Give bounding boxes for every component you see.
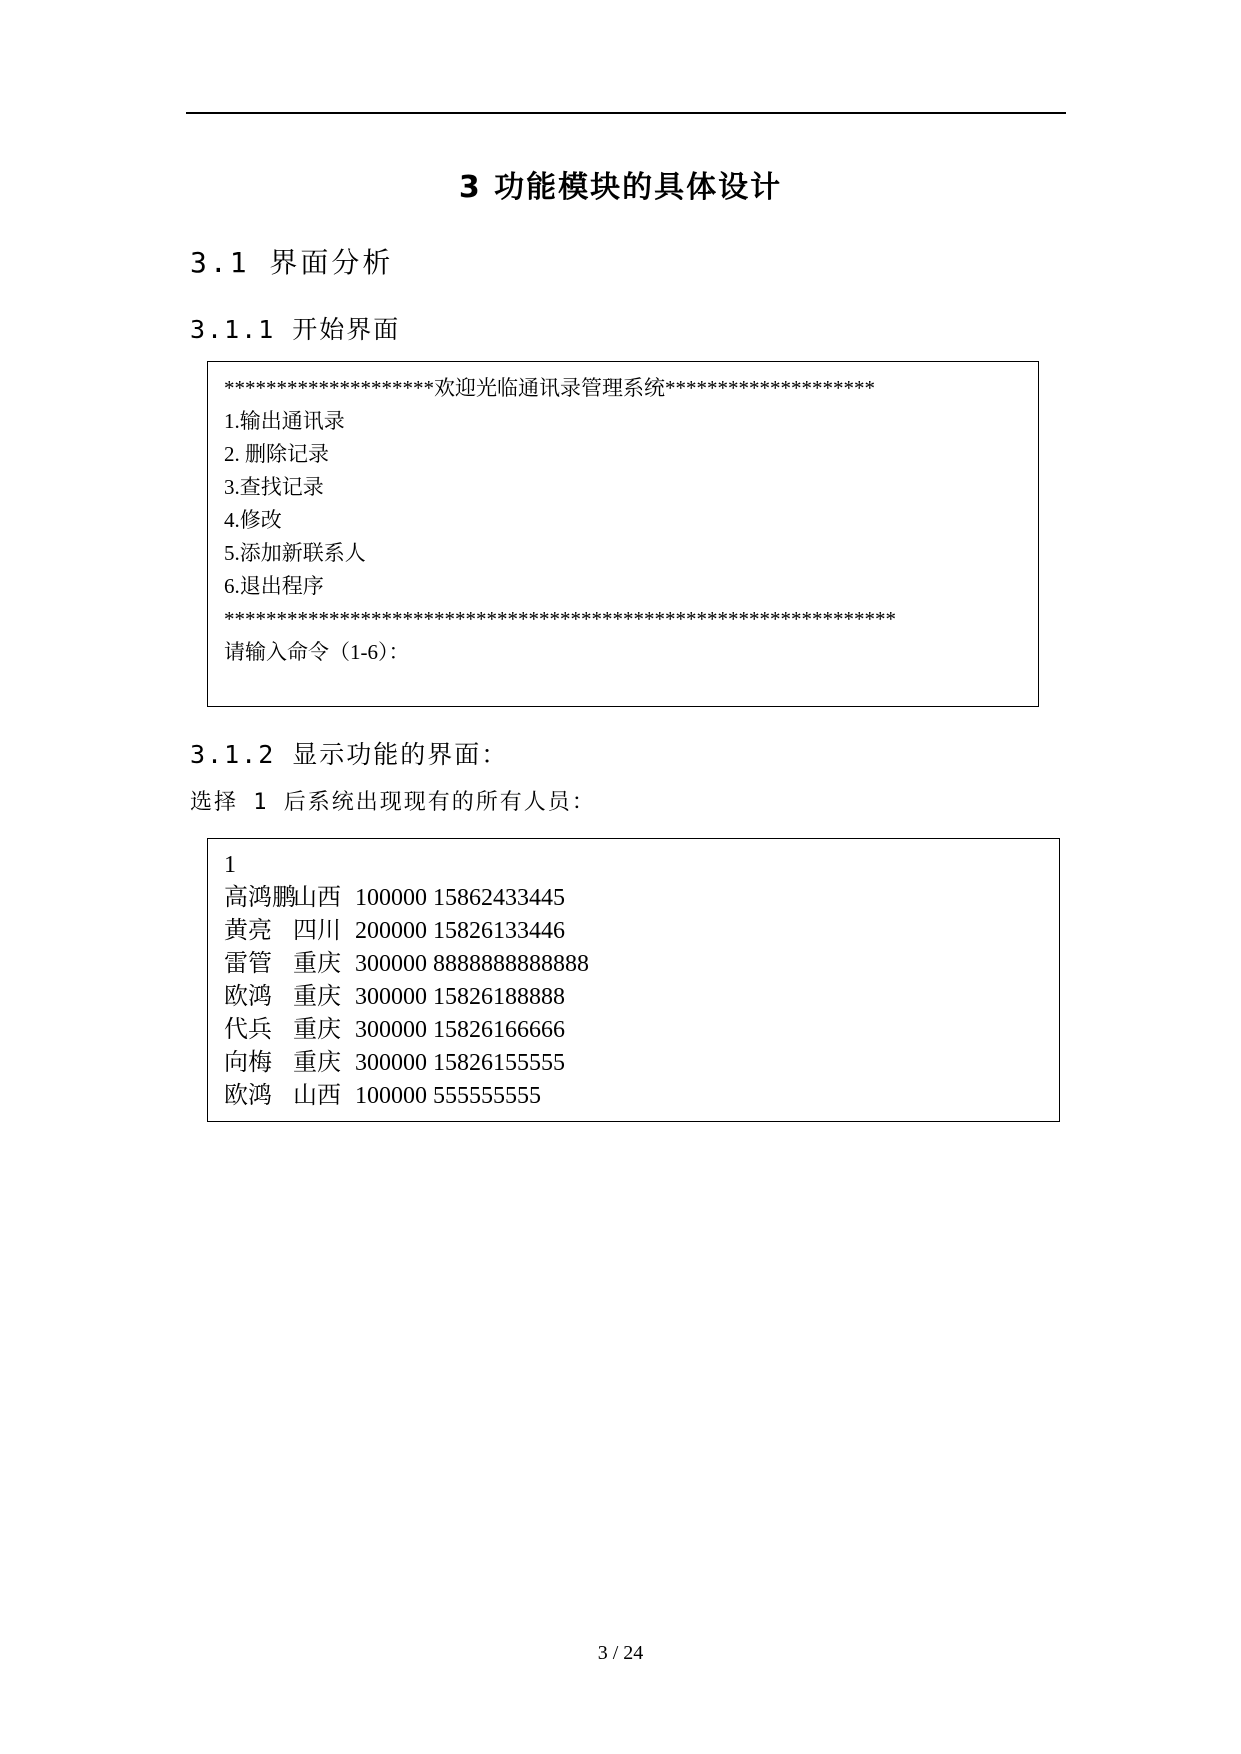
section-heading-interface-analysis: 3.1 界面分析: [190, 246, 394, 279]
menu-option-output: 1.输出通讯录: [224, 409, 345, 433]
start-screen-console-box: [207, 361, 1039, 707]
subsection-heading-display-screen: 3.1.2 显示功能的界面：: [190, 740, 509, 769]
contact-region: 重庆: [293, 1017, 341, 1043]
menu-option-delete: 2. 删除记录: [224, 442, 329, 466]
contact-postcode: 300000: [355, 1017, 427, 1043]
contact-postcode: 300000: [355, 951, 427, 977]
header-rule: [186, 112, 1066, 114]
contact-name: 黄亮: [224, 918, 272, 944]
chapter-title: 3 功能模块的具体设计: [458, 170, 783, 205]
menu-separator: ****************************************************************: [224, 607, 896, 631]
contact-region: 四川: [293, 918, 341, 944]
contact-record: [224, 915, 1059, 948]
contact-record: [224, 1014, 1059, 1047]
contact-region: 重庆: [293, 951, 341, 977]
contact-phone: 15826133446: [433, 918, 565, 944]
contact-name: 代兵: [224, 1017, 272, 1043]
command-prompt: 请输入命令（1-6）：: [224, 640, 410, 664]
subsection-heading-start-screen: 3.1.1 开始界面: [190, 315, 401, 344]
contact-record: [224, 981, 1059, 1014]
menu-option-add-contact: 5.添加新联系人: [224, 541, 366, 565]
contact-region: 重庆: [293, 1050, 341, 1076]
contact-postcode: 200000: [355, 918, 427, 944]
menu-option-search: 3.查找记录: [224, 475, 324, 499]
contact-region: 山西: [293, 1083, 341, 1109]
contact-phone: 555555555: [433, 1083, 541, 1109]
menu-option-exit: 6.退出程序: [224, 574, 324, 598]
menu-option-modify: 4.修改: [224, 508, 282, 532]
console-input-echo: 1: [224, 852, 236, 878]
contact-record: [224, 948, 1059, 981]
contact-postcode: 300000: [355, 1050, 427, 1076]
contact-phone: 15862433445: [433, 885, 565, 911]
contact-record: [224, 882, 1059, 915]
contact-region: 重庆: [293, 984, 341, 1010]
contact-name: 欧鸿: [224, 984, 272, 1010]
display-screen-console-box: [207, 838, 1060, 1122]
contact-phone: 15826166666: [433, 1017, 565, 1043]
contact-region: 山西: [293, 885, 341, 911]
display-description: 选择 1 后系统出现现有的所有人员：: [190, 790, 596, 815]
contact-phone: 15826188888: [433, 984, 565, 1010]
contact-phone: 8888888888888: [433, 951, 589, 977]
page-number: 3 / 24: [597, 1642, 644, 1664]
contact-postcode: 100000: [355, 885, 427, 911]
contact-name: 高鸿鹏: [224, 885, 296, 911]
contact-record: [224, 1080, 1059, 1113]
contact-postcode: 100000: [355, 1083, 427, 1109]
welcome-banner: ********************欢迎光临通讯录管理系统********************: [224, 376, 875, 400]
contact-name: 雷管: [224, 951, 272, 977]
contact-name: 欧鸿: [224, 1083, 272, 1109]
contact-name: 向梅: [224, 1050, 272, 1076]
contact-phone: 15826155555: [433, 1050, 565, 1076]
contact-postcode: 300000: [355, 984, 427, 1010]
contact-record: [224, 1047, 1059, 1080]
